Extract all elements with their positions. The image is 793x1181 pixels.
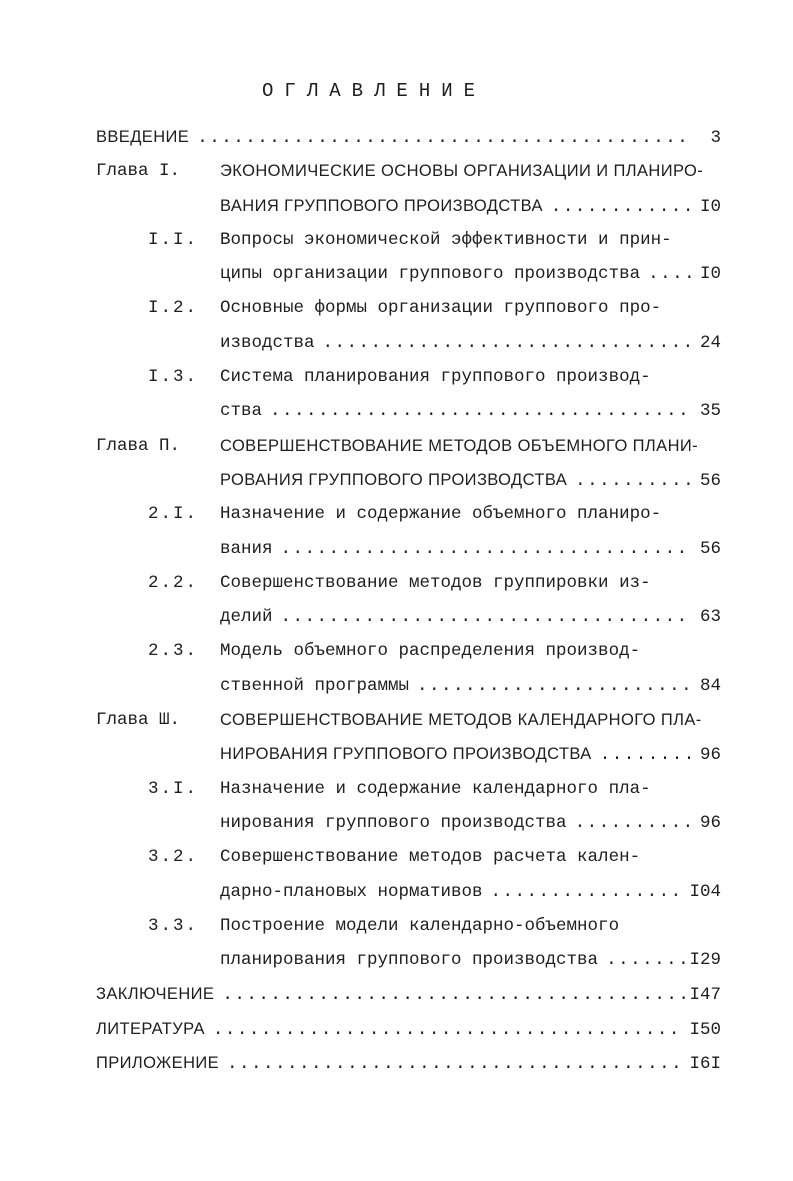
chapter-number: Глава I. — [96, 161, 181, 182]
section-number: 3.I. — [148, 778, 199, 799]
page-number: 96 — [699, 812, 721, 833]
table-of-contents — [96, 120, 721, 1080]
page-number: I0 — [699, 196, 721, 217]
dot-leader — [600, 738, 691, 772]
toc-line — [220, 737, 721, 771]
page-number: I0 — [699, 264, 721, 285]
toc-line — [220, 806, 721, 840]
toc-entry-title: ства — [220, 401, 263, 422]
toc-entry-title: Система планирования группового производ- — [220, 367, 651, 388]
toc-entry-title: Модель объемного распределения производ- — [220, 641, 641, 662]
toc-line — [96, 1046, 721, 1080]
toc-entry-title: ЗАКЛЮЧЕНИЕ — [96, 985, 215, 1004]
section-number: 3.2. — [148, 847, 199, 868]
toc-line — [96, 977, 721, 1011]
toc-line — [220, 532, 721, 566]
section-number: 2.I. — [148, 504, 199, 525]
dot-leader — [323, 326, 691, 360]
toc-entry — [96, 566, 721, 635]
dot-leader — [281, 600, 691, 634]
page-number: 56 — [699, 470, 721, 491]
toc-entry-title: НИРОВАНИЯ ГРУППОВОГО ПРОИЗВОДСТВА — [220, 745, 592, 764]
toc-entry — [96, 840, 721, 909]
toc-line — [148, 634, 721, 668]
dot-leader — [606, 943, 685, 977]
toc-entry-title: ственной программы — [220, 675, 410, 696]
toc-line — [220, 943, 721, 977]
toc-entry-title: Построение модели календарно-объемного — [220, 915, 620, 936]
toc-entry — [96, 1012, 721, 1046]
toc-entry-title: делий — [220, 607, 273, 628]
section-number: 2.3. — [148, 641, 199, 662]
toc-entry-title: планирования группового производства — [220, 950, 599, 971]
toc-line — [220, 394, 721, 428]
section-number: 3.3. — [148, 915, 199, 936]
section-number: 2.2. — [148, 572, 199, 593]
toc-entry-title: ВВЕДЕНИЕ — [96, 128, 190, 146]
toc-entry-title: ЭКОНОМИЧЕСКИЕ ОСНОВЫ ОРГАНИЗАЦИИ И ПЛАНИРО- — [220, 162, 704, 181]
toc-line — [220, 326, 721, 360]
toc-entry — [96, 291, 721, 360]
toc-entry-title: ПРИЛОЖЕНИЕ — [96, 1054, 220, 1073]
toc-line — [96, 703, 721, 737]
dot-leader — [213, 1013, 686, 1047]
toc-line — [148, 223, 721, 257]
toc-entry-title: дарно-плановых нормативов — [220, 881, 483, 902]
toc-entry-title: Совершенствование методов группировки из- — [220, 572, 651, 593]
toc-entry-title: Назначение и содержание календарного пла- — [220, 778, 651, 799]
toc-entry — [96, 120, 721, 154]
dot-leader — [281, 532, 691, 566]
toc-line — [96, 1012, 721, 1046]
toc-entry-title: ВАНИЯ ГРУППОВОГО ПРОИЗВОДСТВА — [220, 196, 543, 215]
dot-leader — [197, 121, 691, 155]
toc-entry-title: вания — [220, 538, 273, 559]
toc-line — [96, 120, 721, 154]
page-title: ОГЛАВЛЕНИЕ — [262, 80, 487, 102]
toc-entry — [96, 1046, 721, 1080]
page-number: I04 — [689, 881, 721, 902]
dot-leader — [491, 875, 686, 909]
toc-entry — [96, 703, 721, 772]
toc-line — [220, 257, 721, 291]
toc-entry — [96, 772, 721, 841]
toc-entry-title: СОВЕРШЕНСТВОВАНИЕ МЕТОДОВ КАЛЕНДАРНОГО ПЛА- — [220, 711, 702, 730]
toc-entry — [96, 977, 721, 1011]
toc-entry — [96, 223, 721, 292]
toc-entry-title: Основные формы организации группового про- — [220, 298, 662, 319]
toc-line — [148, 360, 721, 394]
toc-entry — [96, 360, 721, 429]
toc-entry-title: Назначение и содержание объемного планиро- — [220, 504, 662, 525]
toc-entry — [96, 634, 721, 703]
toc-entry — [96, 154, 721, 223]
toc-entry-title: СОВЕРШЕНСТВОВАНИЕ МЕТОДОВ ОБЪЕМНОГО ПЛАНИ- — [220, 436, 699, 455]
section-number: I.3. — [148, 367, 199, 388]
page-number: 3 — [710, 128, 721, 148]
page-number: I29 — [689, 950, 721, 971]
toc-entry — [96, 497, 721, 566]
toc-line — [220, 875, 721, 909]
page-number: I6I — [689, 1054, 721, 1075]
section-number: I.2. — [148, 298, 199, 319]
dot-leader — [575, 464, 691, 498]
toc-line — [148, 291, 721, 325]
chapter-number: Глава П. — [96, 435, 181, 456]
chapter-number: Глава Ш. — [96, 710, 181, 731]
page-number: 96 — [699, 745, 721, 766]
toc-entry-title: Совершенствование методов расчета кален- — [220, 847, 641, 868]
toc-line — [148, 840, 721, 874]
toc-entry — [96, 429, 721, 498]
dot-leader — [270, 394, 691, 428]
toc-entry-title: нирования группового производства — [220, 812, 567, 833]
dot-leader — [417, 669, 691, 703]
toc-entry-title: ципы организации группового производства — [220, 264, 641, 285]
page-number: 84 — [699, 675, 721, 696]
toc-entry-title: РОВАНИЯ ГРУППОВОГО ПРОИЗВОДСТВА — [220, 470, 568, 489]
dot-leader — [648, 257, 691, 291]
dot-leader — [222, 978, 685, 1012]
dot-leader — [551, 190, 691, 224]
toc-line — [148, 909, 721, 943]
toc-line — [220, 463, 721, 497]
toc-line — [220, 600, 721, 634]
page-number: 56 — [699, 538, 721, 559]
toc-entry-title: изводства — [220, 332, 315, 353]
toc-line — [220, 669, 721, 703]
toc-line — [148, 566, 721, 600]
toc-line — [148, 497, 721, 531]
toc-entry-title: ЛИТЕРАТУРА — [96, 1019, 205, 1038]
toc-line — [96, 429, 721, 463]
section-number: I.I. — [148, 229, 199, 250]
page-number: 35 — [699, 401, 721, 422]
page-number: I47 — [689, 985, 721, 1006]
toc-line — [148, 772, 721, 806]
page-number: 24 — [699, 332, 721, 353]
toc-line — [96, 154, 721, 188]
page-number: I50 — [689, 1019, 721, 1040]
toc-line — [220, 189, 721, 223]
page-number: 63 — [699, 607, 721, 628]
toc-entry-title: Вопросы экономической эффективности и прин- — [220, 229, 672, 250]
dot-leader — [575, 806, 691, 840]
toc-entry — [96, 909, 721, 978]
dot-leader — [227, 1047, 685, 1081]
